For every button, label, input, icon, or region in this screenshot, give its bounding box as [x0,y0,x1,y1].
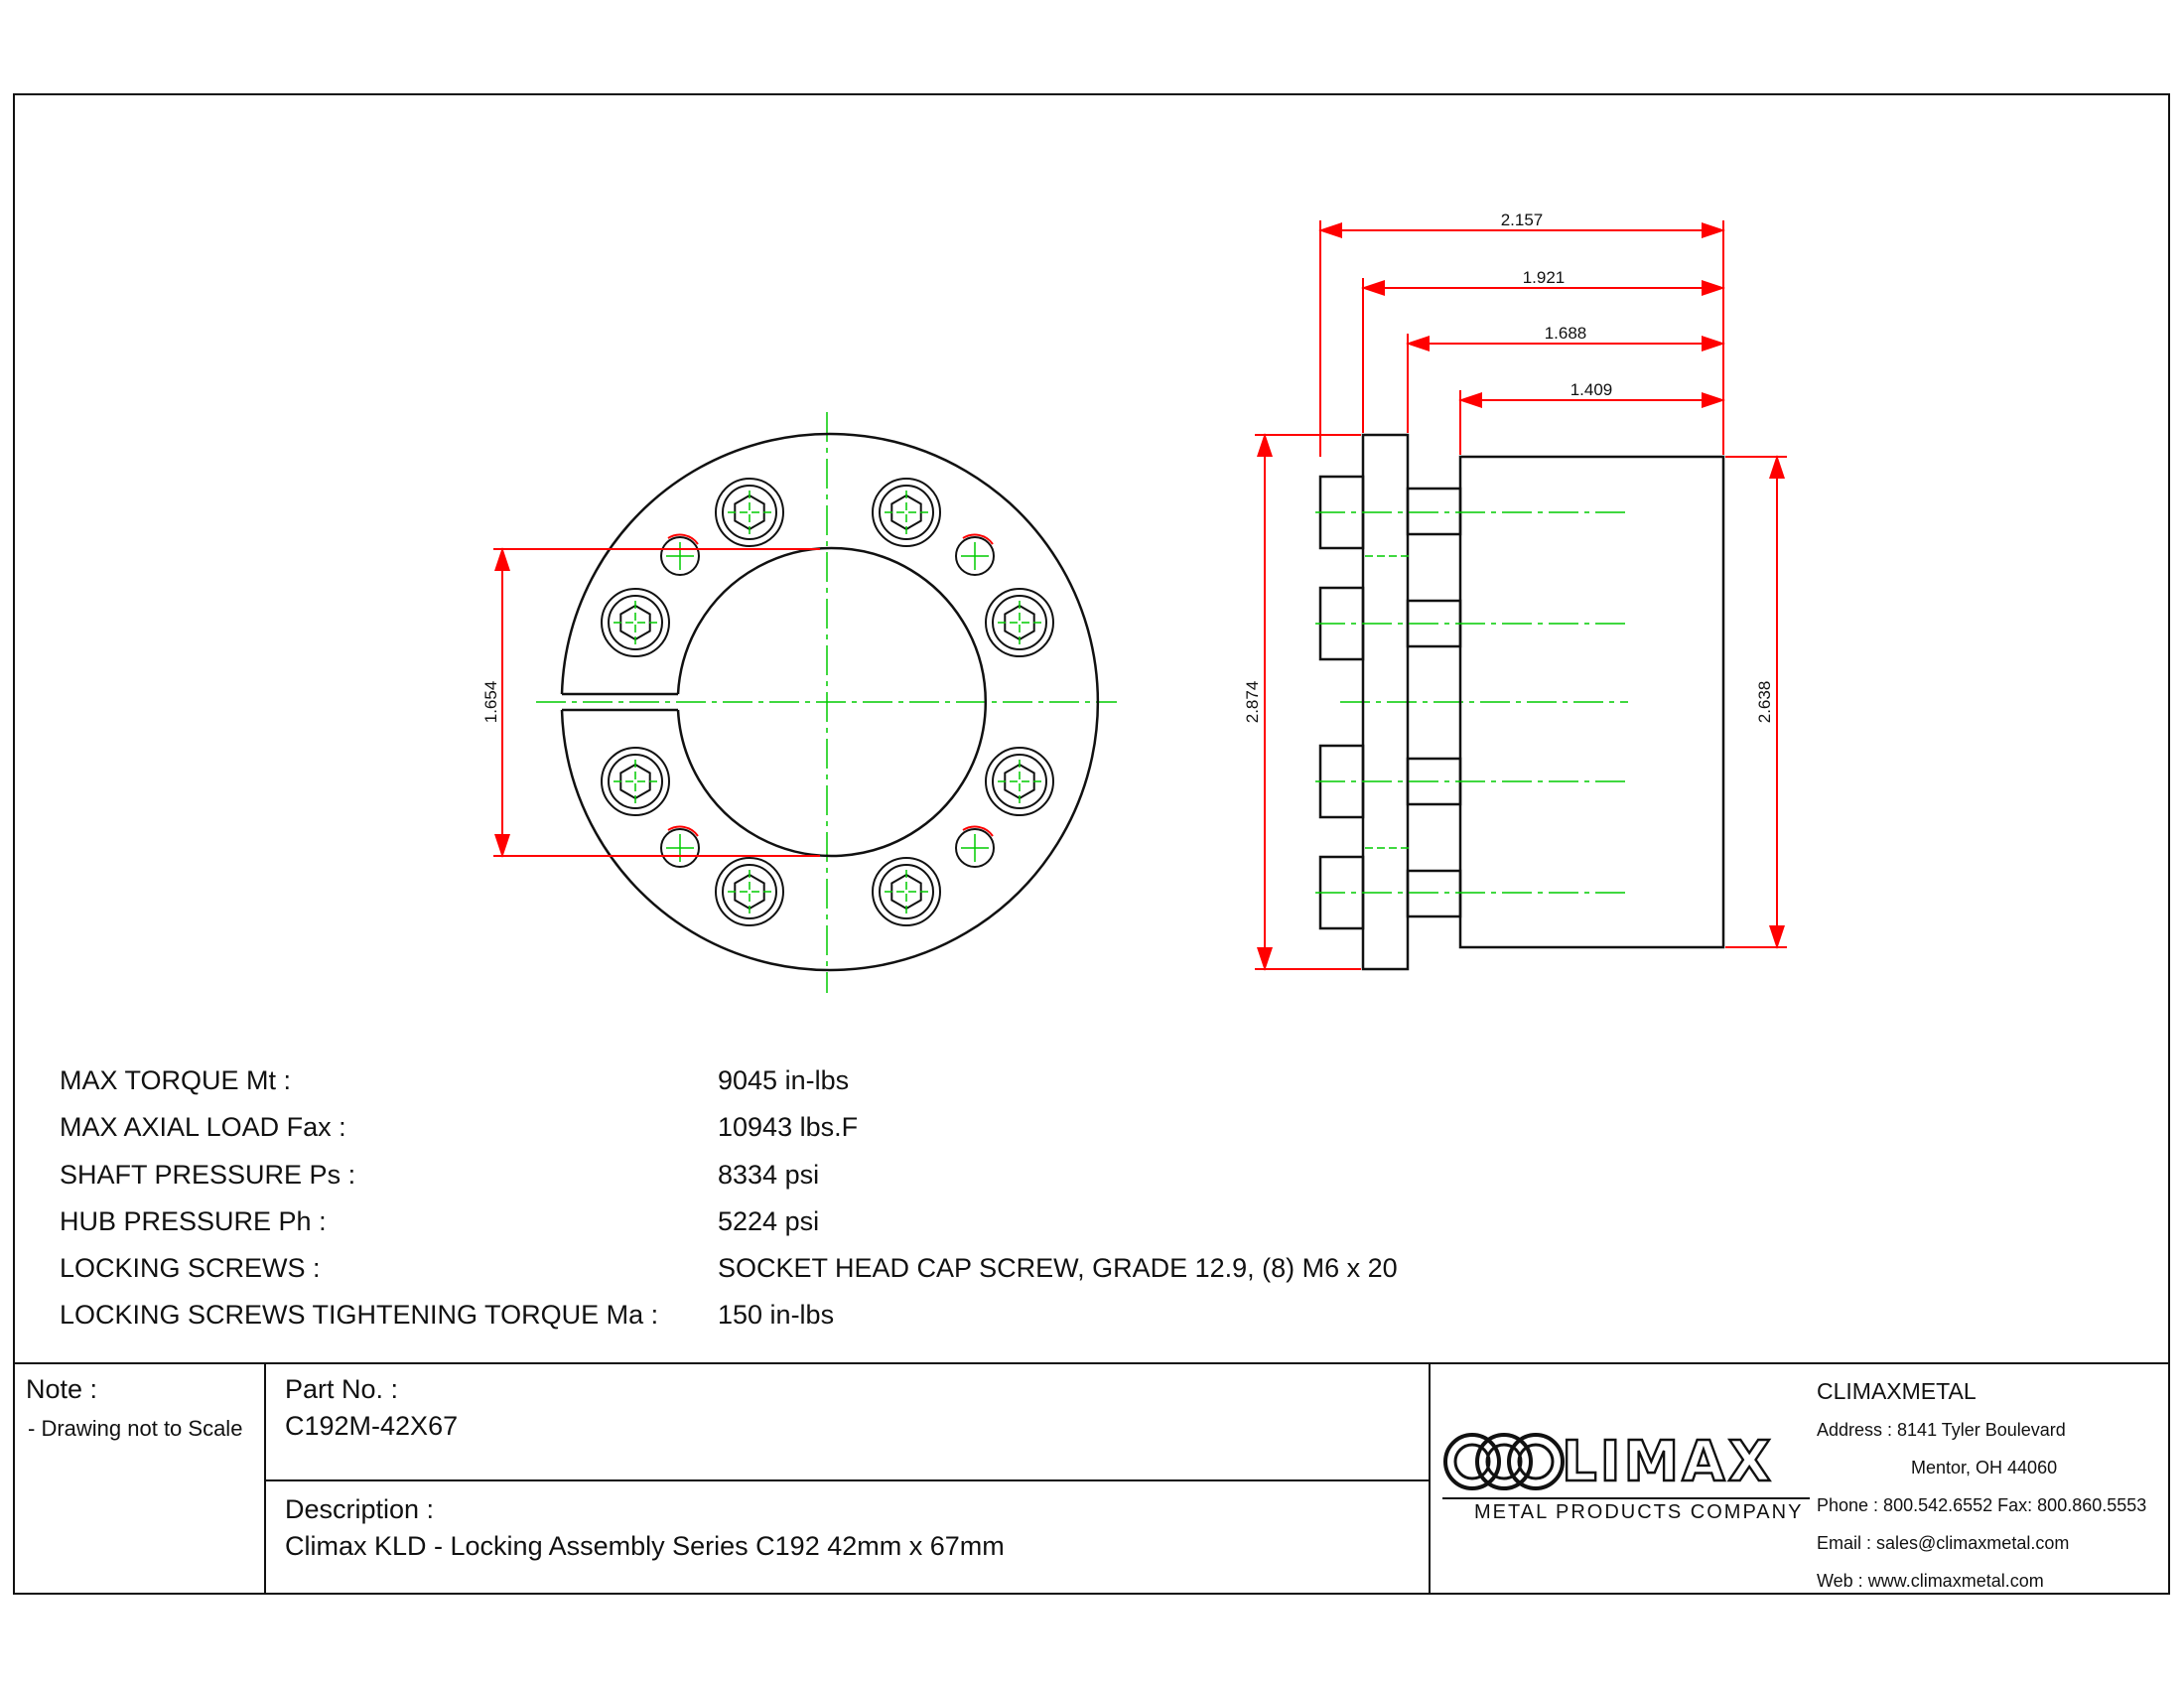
company-phone: Phone : 800.542.6552 Fax: 800.860.5553 [1817,1495,2147,1515]
dimension-overall-length: 2.157 [1500,211,1544,229]
dimension-bore: 1.654 [481,680,500,724]
spec-value: 8334 psi [718,1159,820,1190]
specifications-table [60,1062,1549,1344]
spec-label: LOCKING SCREWS : [60,1253,321,1284]
logo-rings-icon [1442,1422,1571,1501]
company-address: Address : 8141 Tyler Boulevard [1817,1420,2066,1440]
dimension-length-3: 1.688 [1544,324,1587,343]
front-view [481,412,1117,993]
divider [266,1479,1429,1481]
note-label: Note : [26,1374,98,1404]
spec-value: 9045 in-lbs [718,1065,850,1095]
company-name: CLIMAXMETAL [1817,1378,1977,1404]
screw-icon [986,748,1053,815]
spec-row [60,1203,1549,1250]
title-block [13,1362,2170,1595]
note-text: - Drawing not to Scale [28,1416,243,1441]
dimension-flange-diameter: 2.874 [1243,680,1262,724]
logo-subtitle: METAL PRODUCTS COMPANY [1474,1501,1804,1523]
logo-wordmark: LIMAX [1562,1430,1774,1494]
spec-label: MAX AXIAL LOAD Fax : [60,1112,346,1143]
spec-row [60,1109,1549,1156]
spec-value: 150 in-lbs [718,1300,835,1331]
tapped-hole-icon [956,827,994,867]
tapped-hole-icon [661,535,699,575]
description: Climax KLD - Locking Assembly Series C192 42mm x 67mm [285,1531,1005,1561]
screw-icon [986,589,1053,656]
spec-label: LOCKING SCREWS TIGHTENING TORQUE Ma : [60,1300,659,1331]
spec-row [60,1250,1549,1297]
spec-label: HUB PRESSURE Ph : [60,1205,327,1236]
screw-icon [716,479,783,546]
spec-row [60,1297,1549,1343]
spec-row [60,1157,1549,1203]
climax-logo [1442,1422,1830,1531]
company-web: Web : www.climaxmetal.com [1817,1571,2044,1591]
dimension-hub-length: 1.409 [1570,380,1613,399]
company-city: Mentor, OH 44060 [1911,1458,2058,1477]
part-number-label: Part No. : [285,1374,399,1404]
spec-row [60,1062,1549,1109]
screw-icon [602,748,669,815]
spec-value: 10943 lbs.F [718,1112,859,1143]
screw-icon [602,589,669,656]
spec-value: SOCKET HEAD CAP SCREW, GRADE 12.9, (8) M6 x 20 [718,1253,1398,1284]
spec-label: SHAFT PRESSURE Ps : [60,1159,356,1190]
side-view [1243,211,1787,969]
company-email: Email : sales@climaxmetal.com [1817,1533,2070,1553]
spec-value: 5224 psi [718,1205,820,1236]
spec-label: MAX TORQUE Mt : [60,1065,292,1095]
screw-icon [873,479,940,546]
tapped-hole-icon [661,827,699,867]
screw-icon [716,858,783,925]
description-label: Description : [285,1494,435,1524]
dimension-hub-diameter: 2.638 [1755,680,1774,724]
part-number: C192M-42X67 [285,1411,459,1441]
tapped-hole-icon [956,535,994,575]
dimension-length-2: 1.921 [1522,268,1566,287]
screw-icon [873,858,940,925]
divider [1429,1364,1431,1595]
